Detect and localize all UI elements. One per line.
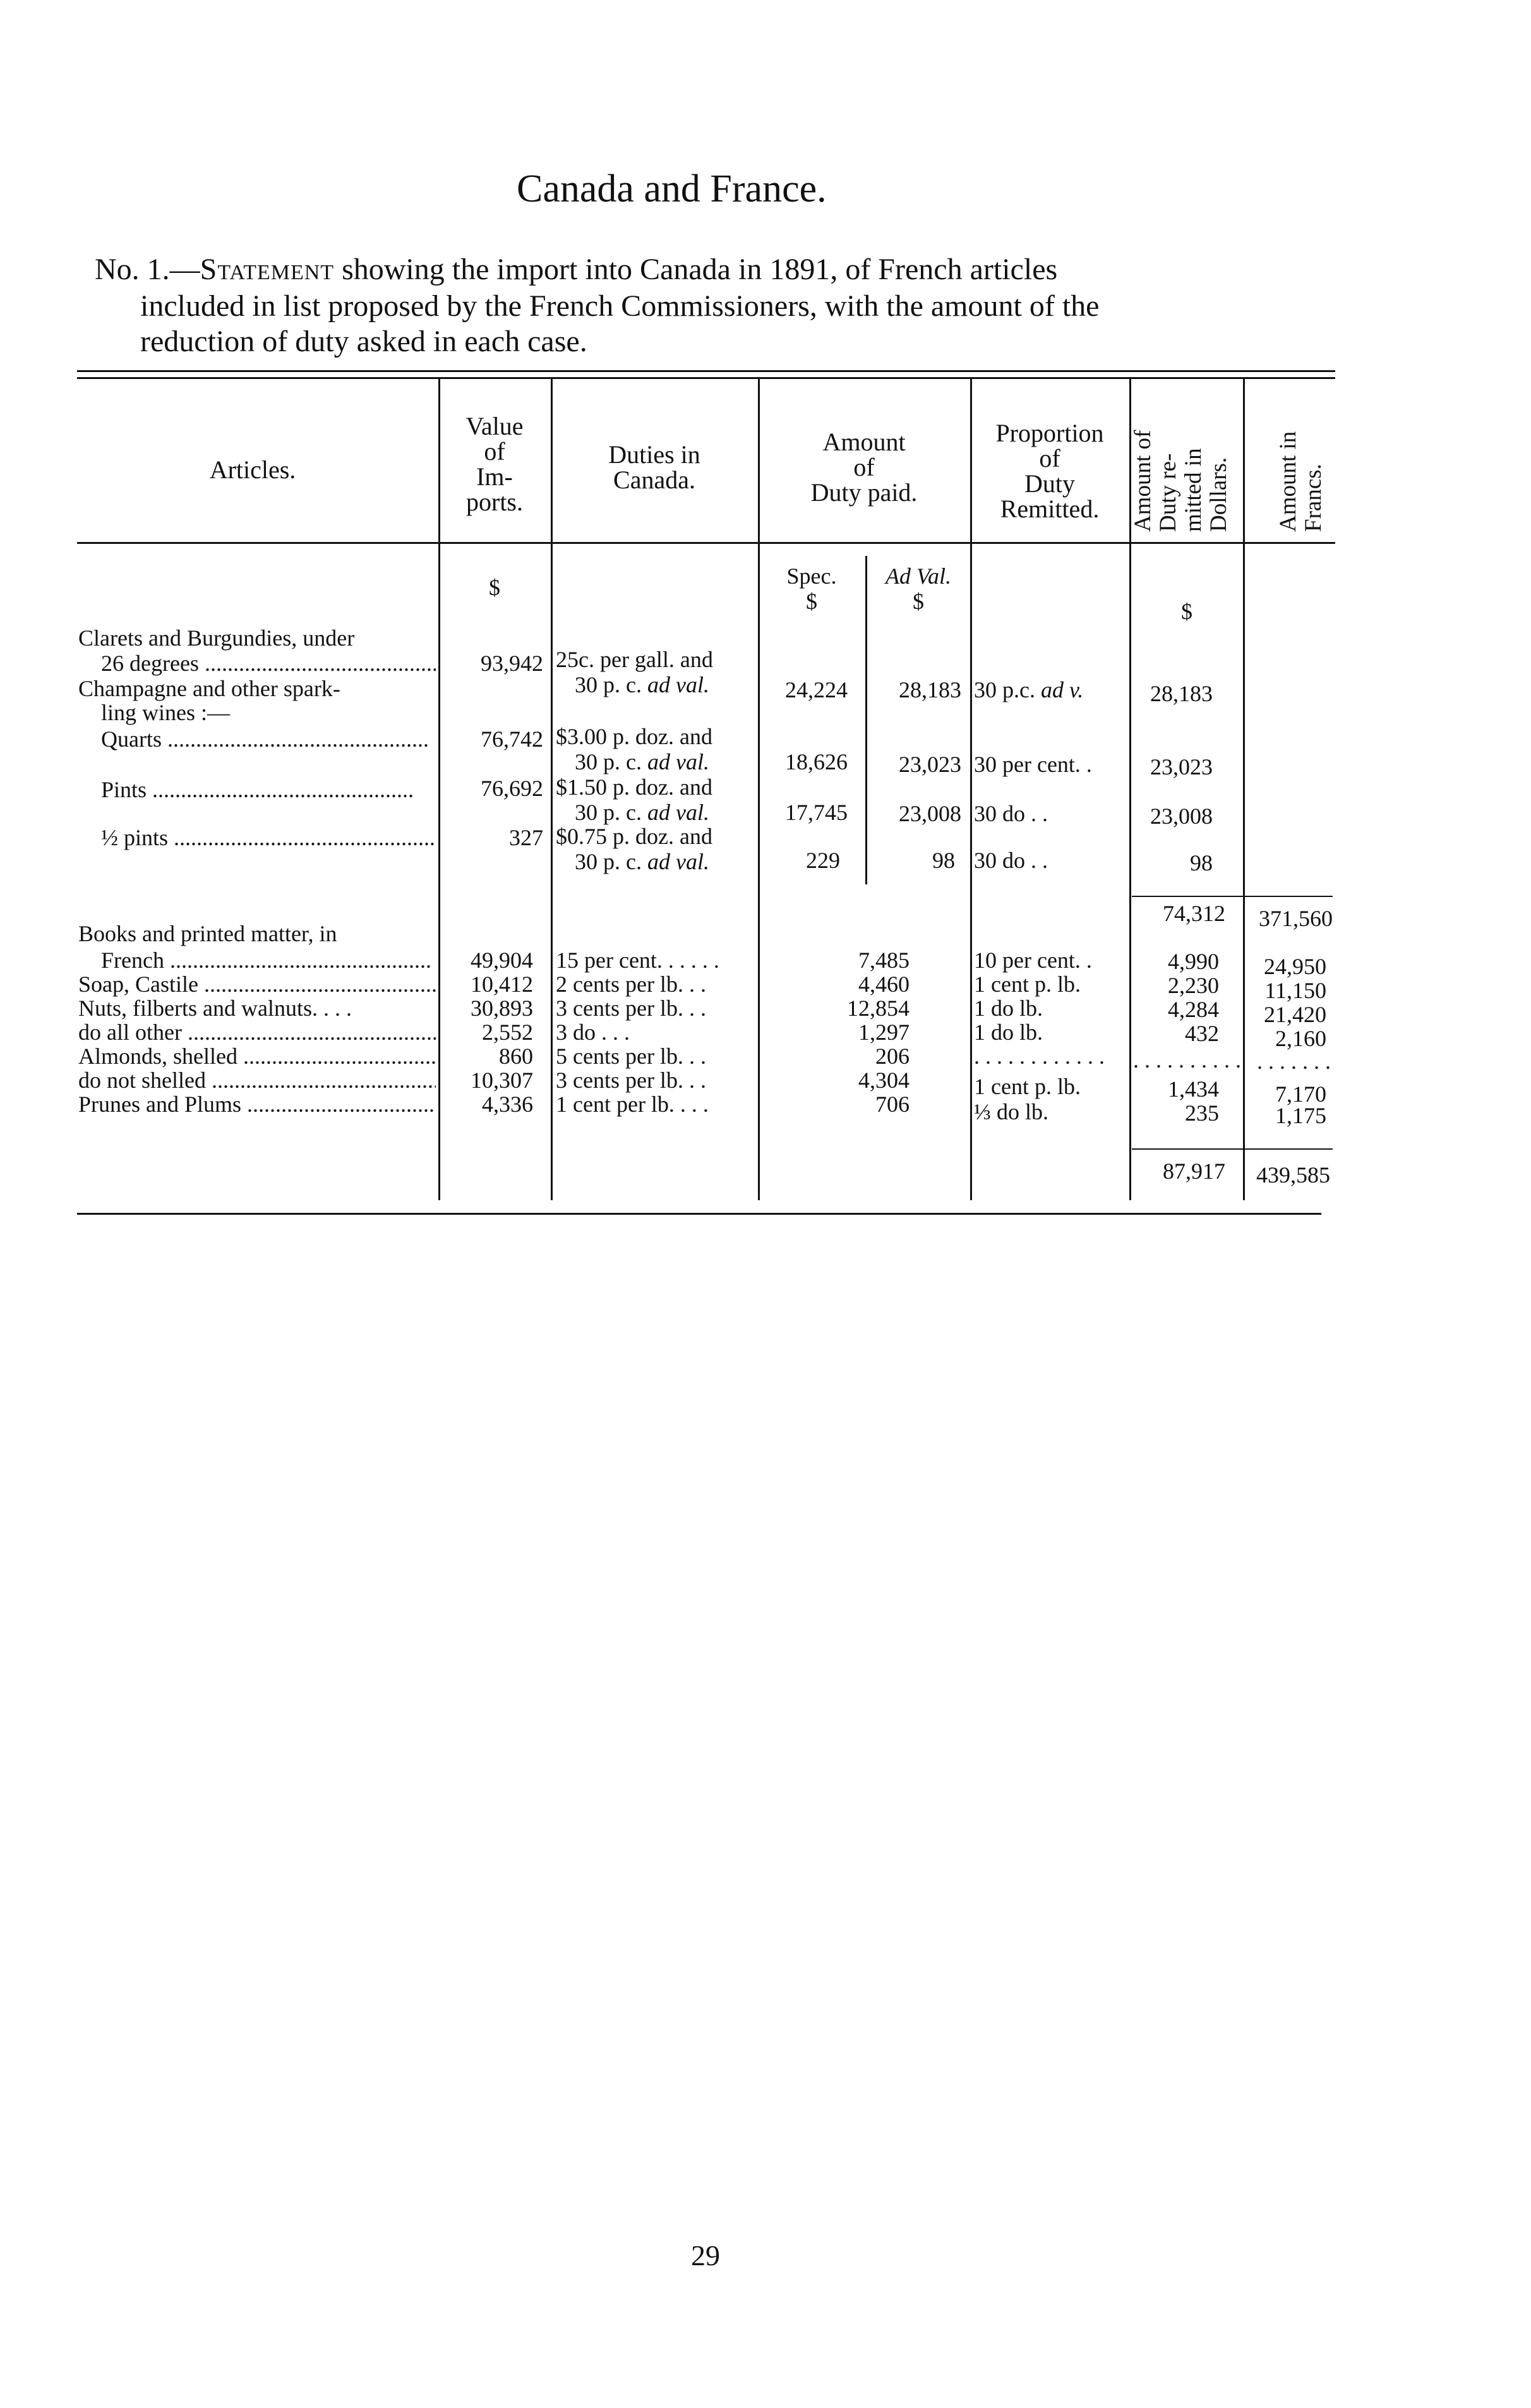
remitted-half-pints: 98 [1190,850,1213,876]
page-title: Canada and France. [517,167,827,210]
duty-almonds: 5 cents per lb. . . [556,1044,706,1069]
value-almonds-not-shelled: 10,307 [471,1068,533,1093]
subtotal-francs: 371,560 [1259,906,1333,931]
remitted-nuts: 4,284 [1168,997,1219,1022]
subtotal-remitted: 74,312 [1163,901,1225,926]
total-remitted: 87,917 [1163,1159,1225,1184]
paid-books: 7,485 [858,948,910,973]
remitted-almonds-not-shelled: 1,434 [1168,1076,1219,1102]
francs-almonds: . . . . . . . [1257,1049,1331,1074]
duty-nuts: 3 cents per lb. . . [556,996,706,1021]
value-clarets: 93,942 [481,651,543,676]
value-quarts: 76,742 [481,726,543,752]
value-nuts: 30,893 [471,996,533,1021]
proportion-almonds: . . . . . . . . . . . . [974,1044,1105,1069]
article-soap: Soap, Castile ..... [78,972,436,997]
article-books: Books and printed matter, in [78,921,337,946]
article-books-2: French ..... [101,948,436,973]
paid-almonds: 206 [875,1044,910,1069]
total-rule [1132,1148,1333,1150]
article-pints: Pints ..... [101,777,436,802]
divider-remitted-francs [1243,379,1245,1200]
remitted-prunes: 235 [1185,1100,1219,1126]
remitted-pints: 23,008 [1150,804,1213,829]
adval-half-pints: 98 [932,848,955,873]
duty-books: 15 per cent. . . . . . [556,948,719,973]
divider-value-duties [551,379,553,1200]
adval-label: Ad Val. [886,563,951,589]
value-nuts-other: 2,552 [482,1020,533,1045]
proportion-half-pints: 30 do . . [974,848,1048,873]
duty-nuts-other: 3 do . . . [556,1020,630,1045]
header-value: Value of Im- ports. [465,412,524,516]
spec-unit: $ [806,589,817,614]
proportion-champagne: 30 p.c. ad v. [974,677,1084,702]
adval-quarts: 23,023 [899,752,961,777]
value-pints: 76,692 [481,776,543,801]
remitted-books: 4,990 [1168,949,1219,974]
proportion-pints: 30 do . . [974,801,1048,826]
duty-soap: 2 cents per lb. . . [556,972,706,997]
adval-pints: 23,008 [899,801,961,826]
remitted-champagne: 28,183 [1150,681,1213,706]
proportion-prunes: ⅓ do lb. [974,1099,1049,1124]
spec-label: Spec. [786,563,837,589]
francs-nuts: 21,420 [1264,1002,1326,1027]
header-remitted-dollars: Amount of Duty re- mitted in Dollars. [1130,430,1232,532]
remitted-unit: $ [1181,599,1192,624]
francs-prunes: 1,175 [1275,1103,1326,1128]
value-books: 49,904 [471,948,533,973]
article-champagne: Champagne and other spark- [78,676,340,701]
adval-unit: $ [913,589,924,614]
adval-champagne: 28,183 [899,677,961,702]
article-champagne-2: ling wines :— [101,700,230,725]
article-nuts-other: do all other ..... [78,1020,436,1045]
spec-half-pints: 229 [806,848,840,873]
intro-line-1 [95,251,1057,288]
proportion-quarts: 30 per cent. . [974,752,1092,777]
duty-almonds-not-shelled: 3 cents per lb. . . [556,1068,706,1093]
francs-books: 24,950 [1264,954,1326,979]
article-almonds: Almonds, shelled ..... [78,1044,436,1069]
value-half-pints: 327 [509,825,543,850]
remitted-nuts-other: 432 [1185,1021,1219,1046]
value-almonds: 860 [499,1044,533,1069]
article-clarets: Clarets and Burgundies, under [78,625,355,651]
table-top-rule [77,370,1335,372]
spec-quarts: 18,626 [785,749,848,774]
proportion-soap: 1 cent p. lb. [974,972,1081,997]
page-number: 29 [691,2239,720,2272]
duty-pints: $1.50 p. doz. and 30 p. c. ad val. [556,774,712,825]
paid-almonds-not-shelled: 4,304 [858,1068,910,1093]
header-amount-paid: Amount of Duty paid. [810,428,918,507]
total-francs: 439,585 [1256,1162,1330,1188]
duty-quarts: $3.00 p. doz. and 30 p. c. ad val. [556,724,712,774]
remitted-soap: 2,230 [1168,973,1219,998]
spec-champagne: 24,224 [785,677,848,702]
article-clarets-2: 26 degrees ..... [101,651,436,676]
header-duties: Duties in Canada. [608,440,700,494]
value-prunes: 4,336 [482,1092,533,1117]
header-articles: Articles. [209,455,296,484]
paid-soap: 4,460 [858,972,910,997]
header-proportion: Proportion of Duty Remitted. [995,419,1104,523]
table-bottom-rule [77,1213,1321,1215]
intro-line-2: included in list proposed by the French Commissioners, with the amount of the [140,289,1100,323]
francs-nuts-other: 2,160 [1275,1026,1326,1051]
proportion-nuts: 1 do lb. [974,996,1043,1021]
statement-word: Statement [200,253,335,286]
intro-line-3: reduction of duty asked in each case. [140,325,587,358]
proportion-books: 10 per cent. . [974,948,1092,973]
header-bottom-rule [77,542,1335,544]
wine-subtotal-rule [1132,896,1333,897]
remitted-almonds: . . . . . . . . . . [1133,1047,1241,1073]
proportion-almonds-not-shelled: 1 cent p. lb. [974,1074,1081,1099]
duty-prunes: 1 cent per lb. . . . [556,1092,709,1117]
statement-number: No. 1.— [95,253,200,286]
value-unit: $ [489,575,500,600]
spec-pints: 17,745 [785,800,848,825]
paid-prunes: 706 [875,1092,910,1117]
value-soap: 10,412 [471,972,533,997]
duty-clarets: 25c. per gall. and 30 p. c. ad val. [556,647,713,697]
intro-rest: showing the import into Canada in 1891, of French articles [334,253,1058,286]
header-francs: Amount in Francs. [1275,431,1326,532]
remitted-quarts: 23,023 [1150,754,1213,780]
paid-nuts: 12,854 [847,996,910,1021]
article-prunes: Prunes and Plums ..... [78,1092,436,1117]
article-quarts: Quarts ..... [101,726,436,752]
proportion-nuts-other: 1 do lb. [974,1020,1043,1045]
article-nuts: Nuts, filberts and walnuts. . . . [78,996,352,1021]
table-top-rule-2 [77,377,1335,379]
article-almonds-not-shelled: do not shelled ..... [78,1068,436,1093]
francs-soap: 11,150 [1264,978,1326,1003]
paid-nuts-other: 1,297 [858,1020,910,1045]
duty-half-pints: $0.75 p. doz. and 30 p. c. ad val. [556,824,712,874]
francs-almonds-not-shelled: 7,170 [1275,1081,1326,1107]
article-half-pints: ½ pints ..... [101,825,436,850]
